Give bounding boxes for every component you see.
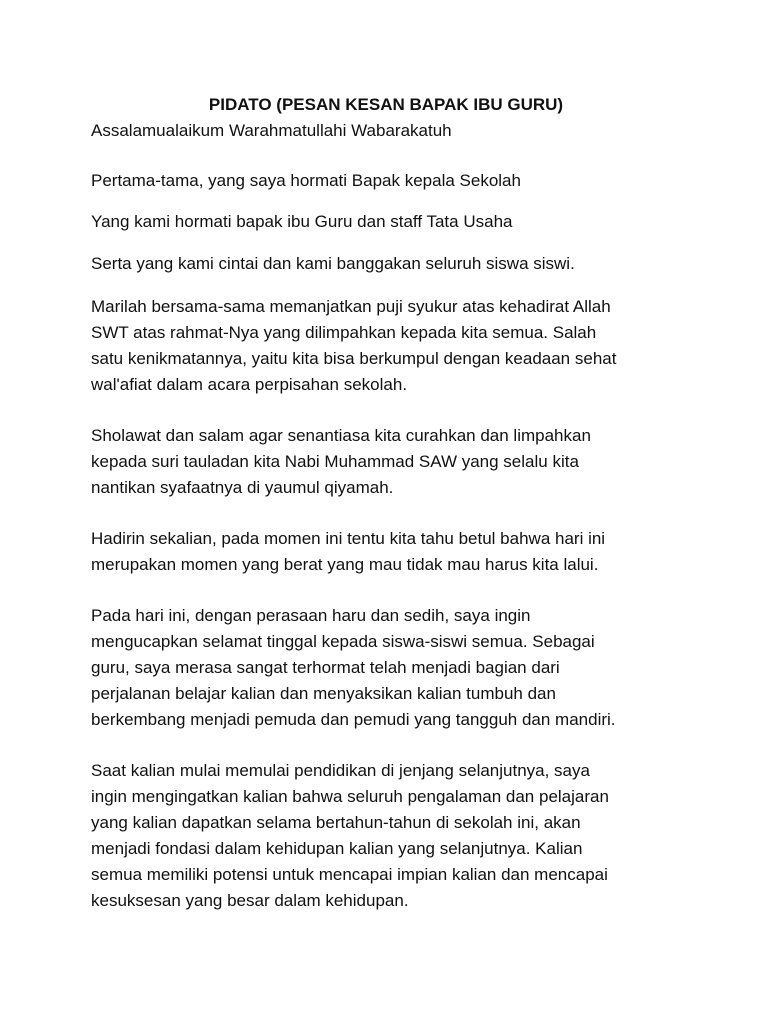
paragraph-8: Saat kalian mulai memulai pendidikan di jenjang selanjutnya, saya ingin mengingatkan kalian bahwa seluruh pengalaman dan pelajaran yang kalian dapatkan selama bertahun-tahun di sekolah ini, akan menjadi fondasi dalam kehidupan kalian yang selanjutnya. Kalian semua memiliki potensi untuk mencapai impian kalian dan mencapai kesuksesan yang besar dalam kehidupan. [91, 761, 609, 910]
paragraph-5: Sholawat dan salam agar senantiasa kita curahkan dan limpahkan kepada suri tauladan kita Nabi Muhammad SAW yang selalu kita nantikan syafaatnya di yaumul qiyamah. [91, 426, 591, 497]
greeting-line: Assalamualaikum Warahmatullahi Wabarakatuh [91, 121, 452, 140]
paragraph-4: Marilah bersama-sama memanjatkan puji syukur atas kehadirat Allah SWT atas rahmat-Nya yang dilimpahkan kepada kita semua. Salah satu kenikmatannya, yaitu kita bisa berkumpul dengan keadaan sehat wal'afiat dalam acara perpisahan sekolah. [91, 297, 617, 394]
document-title: PIDATO (PESAN KESAN BAPAK IBU GURU) [208, 95, 564, 114]
paragraph-1: Pertama-tama, yang saya hormati Bapak kepala Sekolah [91, 171, 521, 190]
paragraph-7: Pada hari ini, dengan perasaan haru dan sedih, saya ingin mengucapkan selamat tinggal kepada siswa-siswi semua. Sebagai guru, saya merasa sangat terhormat telah menjadi bagian dari perjalanan belajar kalian dan menyaksikan kalian tumbuh dan berkembang menjadi pemuda dan pemudi yang tangguh dan mandiri. [91, 606, 616, 729]
paragraph-2: Yang kami hormati bapak ibu Guru dan staff Tata Usaha [91, 212, 513, 231]
paragraph-6: Hadirin sekalian, pada momen ini tentu kita tahu betul bahwa hari ini merupakan momen yang berat yang mau tidak mau harus kita lalui. [91, 529, 606, 574]
paragraph-3: Serta yang kami cintai dan kami banggakan seluruh siswa siswi. [91, 254, 575, 273]
document-page [91, 94, 681, 914]
